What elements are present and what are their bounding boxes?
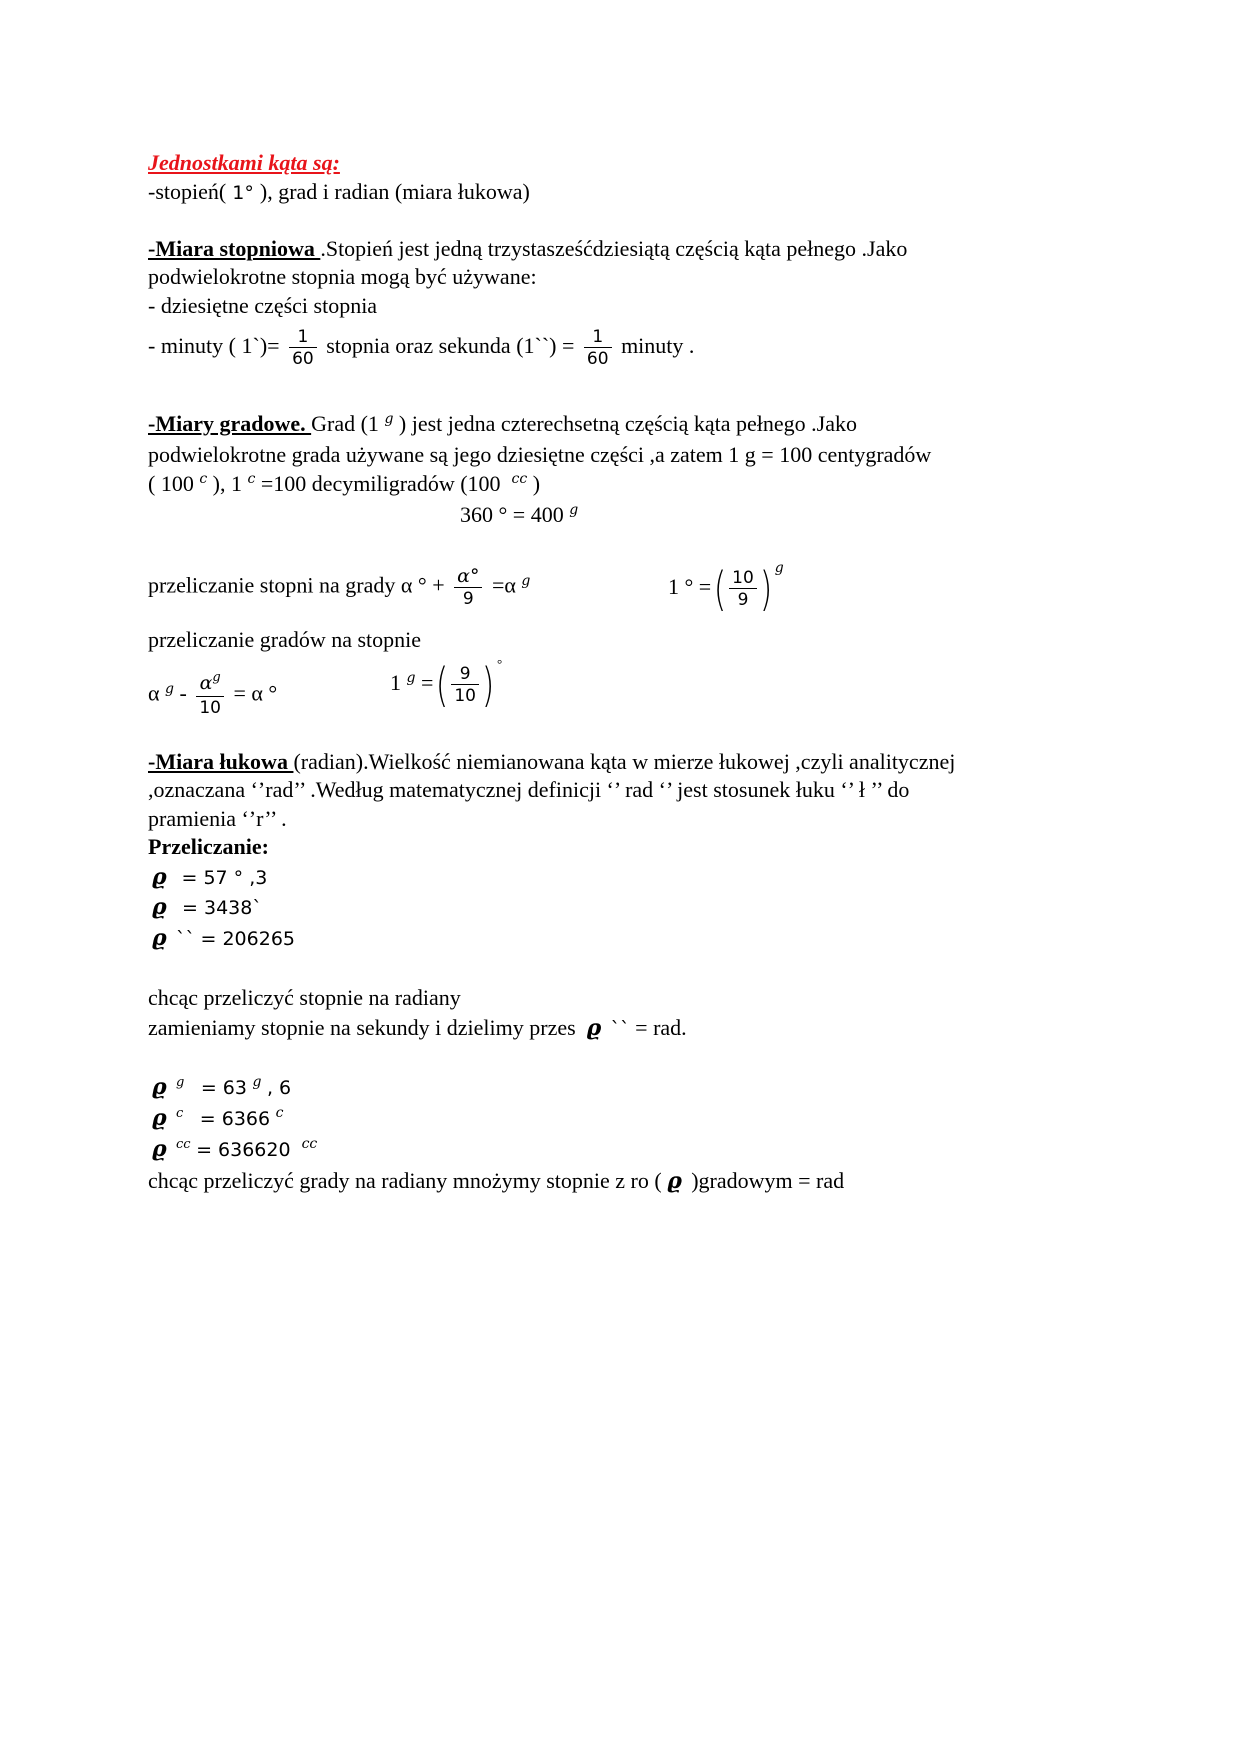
conv2-den: 10 [196, 696, 224, 718]
rho-grad-value3: = 636620 [196, 1139, 291, 1161]
degree-item-decimal: - dziesiętne części stopnia [148, 293, 378, 318]
rho-symbol: ϱ [152, 864, 167, 890]
arc-text6b: )gradowym = rad [691, 1168, 845, 1193]
conv2-num-sup-g: g [212, 670, 221, 685]
grad-text3c: =100 decymiligradów (100 [260, 471, 501, 496]
conv2-minus: - [179, 680, 187, 706]
conversion-grad-to-deg [148, 670, 278, 718]
rho-grad-value2: = 6366 [199, 1108, 271, 1130]
rho-symbol: ϱ [152, 1074, 167, 1100]
conv2-result: = α ° [233, 680, 278, 706]
fraction-1-60 [289, 327, 317, 369]
fraction-numerator: 1 [592, 327, 604, 347]
conv2-rhs-den: 10 [451, 684, 479, 706]
eq-sup-g: g [569, 502, 579, 518]
minutes-end-text: minuty . [621, 333, 695, 359]
conv2-num [196, 670, 224, 696]
right-paren: ) [481, 658, 495, 712]
conv1-label: przeliczanie stopni na grady α ° + [148, 572, 445, 598]
conv2-sup-g: g [165, 680, 174, 697]
arc-paragraph-line1 [148, 749, 955, 775]
degree-symbol: 1° [226, 182, 260, 204]
rho-sup-cc: cc [176, 1137, 191, 1152]
grad-paragraph-line1 [148, 411, 857, 440]
rho-seconds-mark: `` [610, 1018, 630, 1040]
arc-text6 [148, 1168, 844, 1194]
rho-grad-value1: = 63 [200, 1077, 247, 1099]
conv1-rhs-den: 9 [729, 588, 757, 610]
arc-text5a: zamieniamy stopnie na sekundy i dzielimy przes [148, 1015, 576, 1040]
rho-grad-row1 [152, 1074, 291, 1104]
conv1-den: 9 [454, 587, 482, 609]
arc-paragraph-line2: ,oznaczana ‘’rad’’ .Według matematycznej definicji ‘’ rad ‘’ jest stosunek łuku ‘’ ł ’’ do [148, 777, 910, 802]
arc-paragraph-line3: pramienia ‘’r’’ . [148, 806, 287, 831]
conv2-alpha: α [148, 680, 160, 706]
arc-title: -Miara łukowa [148, 749, 294, 774]
fraction-numerator: 1 [297, 327, 309, 347]
degree-paragraph-line2: podwielokrotne stopnia mogą być używane: [148, 264, 537, 289]
conv2-rhs-deg: ° [496, 656, 503, 672]
degree-item-minutes [148, 327, 694, 369]
rho-grad-row3 [152, 1136, 317, 1166]
left-paren: ( [713, 562, 727, 616]
arc-text5b: = rad. [635, 1015, 687, 1040]
degree-paragraph-line1 [148, 236, 907, 262]
rho-symbol: ϱ [586, 1015, 602, 1041]
fraction-denominator: 60 [584, 347, 612, 369]
rho-grad-sup-c: c [275, 1105, 284, 1121]
grad-text3a: ( 100 [148, 471, 194, 496]
grad-equation-360 [460, 502, 578, 531]
arc-text6a: chcąc przeliczyć grady na radiany mnożymy stopnie z ro ( [148, 1168, 662, 1193]
left-paren: ( [436, 658, 449, 712]
degree-text1: .Stopień jest jedną trzystasześćdziesiątą częścią kąta pełnego .Jako [320, 236, 908, 261]
rho-grad-value1b: , 6 [266, 1077, 292, 1099]
conv1-rhs-sup-g: g [774, 560, 784, 577]
conv2-num-text: α [199, 672, 213, 694]
rho-grad-sup-cc: cc [301, 1136, 318, 1152]
rho-grad-row2 [152, 1105, 283, 1135]
units-text-after: ), grad i radian (miara łukowa) [259, 179, 530, 204]
rho-seconds-mark: `` [176, 928, 195, 950]
rho-symbol: ϱ [152, 894, 167, 920]
rho-row-degrees [152, 864, 267, 891]
conv1-fraction [454, 566, 482, 609]
right-paren: ) [759, 562, 773, 616]
grad-sup-cc: cc [511, 471, 528, 487]
grad-text1b: ) jest jedna czterechsetną częścią kąta pełnego .Jako [398, 411, 857, 436]
grad-paragraph-line2: podwielokrotne grada używane są jego dziesiętne części ,a zatem 1 g = 100 centygradów [148, 442, 932, 467]
eq-360-400: 360 ° = 400 [460, 502, 564, 527]
conv1-sup-g: g [521, 572, 531, 589]
arc-text4: chcąc przeliczyć stopnie na radiany [148, 985, 461, 1010]
rho-minutes-value: = 3438` [176, 897, 262, 919]
heading: Jednostkami kąta są: [148, 150, 340, 175]
rho-symbol: ϱ [152, 1136, 167, 1162]
conv1-rhs-text: 1 ° = [668, 574, 712, 600]
seconds-text: stopnia oraz sekunda (1``) = [326, 333, 575, 359]
grad-title: -Miary gradowe. [148, 411, 312, 436]
conv2-label: przeliczanie gradów na stopnie [148, 627, 422, 652]
minutes-text: - minuty ( 1`)= [148, 333, 280, 359]
rho-degrees-value: = 57 ° ,3 [181, 867, 268, 889]
grad-sup-c: c [199, 471, 208, 487]
fraction-1-60-b [584, 327, 612, 369]
conv1-rhs-num: 10 [732, 568, 754, 588]
grad-paragraph-line3 [148, 471, 540, 500]
conv2-rhs-num: 9 [459, 664, 471, 684]
conversion-1grad [390, 656, 503, 712]
grad-sup-g: g [384, 411, 394, 427]
rho-sup-c: c [176, 1106, 184, 1121]
arc-text5 [148, 1015, 687, 1042]
conv2-fraction [196, 670, 224, 718]
rho-row-minutes [152, 894, 262, 921]
conversion-1deg [668, 560, 784, 616]
conv1-num [454, 566, 482, 587]
rho-symbol: ϱ [667, 1168, 682, 1194]
recalc-title: Przeliczanie: [148, 834, 269, 859]
grad-text3b: ), 1 [212, 471, 242, 496]
conv2-rhs-fraction [451, 664, 479, 706]
arc-text1: (radian).Wielkość niemianowana kąta w mierze łukowej ,czyli analitycznej [293, 749, 956, 774]
conv1-num-text: α° [457, 565, 480, 587]
rho-symbol: ϱ [152, 1105, 167, 1131]
units-text-before: -stopień( [148, 179, 227, 204]
rho-row-seconds [152, 925, 295, 952]
grad-sup-c2: c [247, 471, 256, 487]
grad-text1a: Grad (1 [311, 411, 379, 436]
conv2-rhs-one: 1 [390, 670, 401, 696]
rho-symbol: ϱ [152, 925, 167, 951]
units-line [148, 179, 530, 206]
conv2-rhs-sup-g: g [406, 670, 416, 687]
conv2-rhs-eq: = [420, 670, 434, 696]
grad-text3d: ) [532, 471, 541, 496]
conversion-deg-to-grad [148, 566, 530, 609]
degree-title: -Miara stopniowa [148, 236, 321, 261]
conv1-result: =α [491, 572, 516, 598]
rho-sup-g: g [176, 1075, 185, 1090]
fraction-denominator: 60 [289, 347, 317, 369]
rho-seconds-value: = 206265 [200, 928, 295, 950]
conv1-rhs-fraction [729, 568, 757, 610]
rho-grad-sup-g: g [252, 1074, 262, 1090]
